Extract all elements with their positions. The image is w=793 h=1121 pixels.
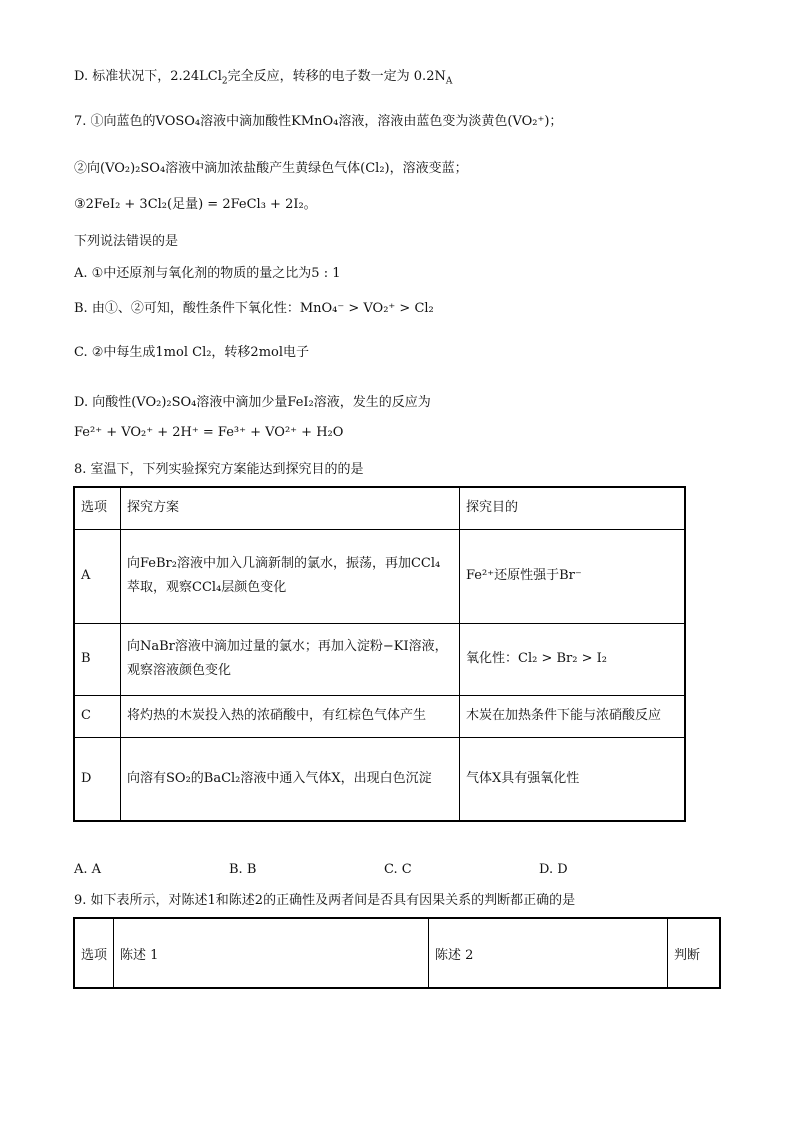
row-plan: 将灼热的木炭投入热的浓硝酸中，有红棕色气体产生 — [121, 695, 460, 737]
q7-option-b: B. 由①、②可知，酸性条件下氧化性：MnO₄⁻ > VO₂⁺ > Cl₂ — [74, 301, 434, 316]
choice-a: A. A — [74, 862, 102, 877]
table-row — [74, 623, 685, 695]
row-plan: 向NaBr溶液中滴加过量的氯水；再加入淀粉−KI溶液，观察溶液颜色变化 — [121, 623, 460, 695]
row-option: A — [74, 529, 121, 623]
table-header-row — [74, 487, 685, 529]
q6-option-d-sub2: A — [445, 76, 453, 87]
q8-table — [73, 486, 686, 822]
header-plan: 探究方案 — [121, 487, 460, 529]
row-plan: 向FeBr₂溶液中加入几滴新制的氯水，振荡，再加CCl₄萃取，观察CCl₄层颜色变化 — [121, 529, 460, 623]
q7-option-d-equation: Fe²⁺ + VO₂⁺ + 2H⁺ = Fe³⁺ + VO²⁺ + H₂O — [74, 425, 344, 440]
table-row — [74, 737, 685, 821]
header-judgement: 判断 — [668, 918, 721, 988]
q6-option-d — [74, 68, 452, 91]
q6-option-d-text-after: 完全反应，转移的电子数一定为 0.2N — [227, 69, 446, 84]
q7-option-c: C. ②中每生成1mol Cl₂，转移2mol电子 — [74, 345, 310, 360]
header-statement-1: 陈述 1 — [114, 918, 429, 988]
header-option: 选项 — [74, 487, 121, 529]
header-statement-2: 陈述 2 — [429, 918, 668, 988]
table-header-row — [74, 918, 720, 988]
header-goal: 探究目的 — [460, 487, 686, 529]
row-option: B — [74, 623, 121, 695]
row-goal: 氧化性：Cl₂ > Br₂ > I₂ — [460, 623, 686, 695]
choice-d: D. D — [539, 862, 568, 877]
q7-line1: 7. ①向蓝色的VOSO₄溶液中滴加酸性KMnO₄溶液，溶液由蓝色变为淡黄色(VO₂⁺)； — [74, 114, 563, 129]
table-row — [74, 695, 685, 737]
q6-option-d-text: D. 标准状况下，2.24LCl — [74, 69, 222, 84]
q7-line2: ②向(VO₂)₂SO₄溶液中滴加浓盐酸产生黄绿色气体(Cl₂)，溶液变蓝； — [74, 161, 468, 176]
choice-c: C. C — [384, 862, 412, 877]
choice-b: B. B — [229, 862, 257, 877]
q7-stem: 下列说法错误的是 — [74, 234, 179, 249]
row-option: D — [74, 737, 121, 821]
header-option: 选项 — [74, 918, 114, 988]
table-row — [74, 529, 685, 623]
row-goal: Fe²⁺还原性强于Br⁻ — [460, 529, 686, 623]
row-goal: 木炭在加热条件下能与浓硝酸反应 — [460, 695, 686, 737]
q9-table — [73, 917, 721, 989]
q7-line3: ③2FeI₂ + 3Cl₂(足量) = 2FeCl₃ + 2I₂。 — [74, 197, 317, 212]
q6-option-d-sub: 2 — [221, 76, 228, 87]
row-option: C — [74, 695, 121, 737]
q7-option-a: A. ①中还原剂与氧化剂的物质的量之比为5 : 1 — [74, 266, 341, 281]
q8-choices — [74, 862, 694, 877]
row-plan: 向溶有SO₂的BaCl₂溶液中通入气体X，出现白色沉淀 — [121, 737, 460, 821]
q8-stem: 8. 室温下，下列实验探究方案能达到探究目的的是 — [74, 462, 364, 477]
q7-option-d: D. 向酸性(VO₂)₂SO₄溶液中滴加少量FeI₂溶液，发生的反应为 — [74, 395, 431, 410]
q9-stem: 9. 如下表所示，对陈述1和陈述2的正确性及两者间是否具有因果关系的判断都正确的是 — [74, 893, 576, 908]
row-goal: 气体X具有强氧化性 — [460, 737, 686, 821]
